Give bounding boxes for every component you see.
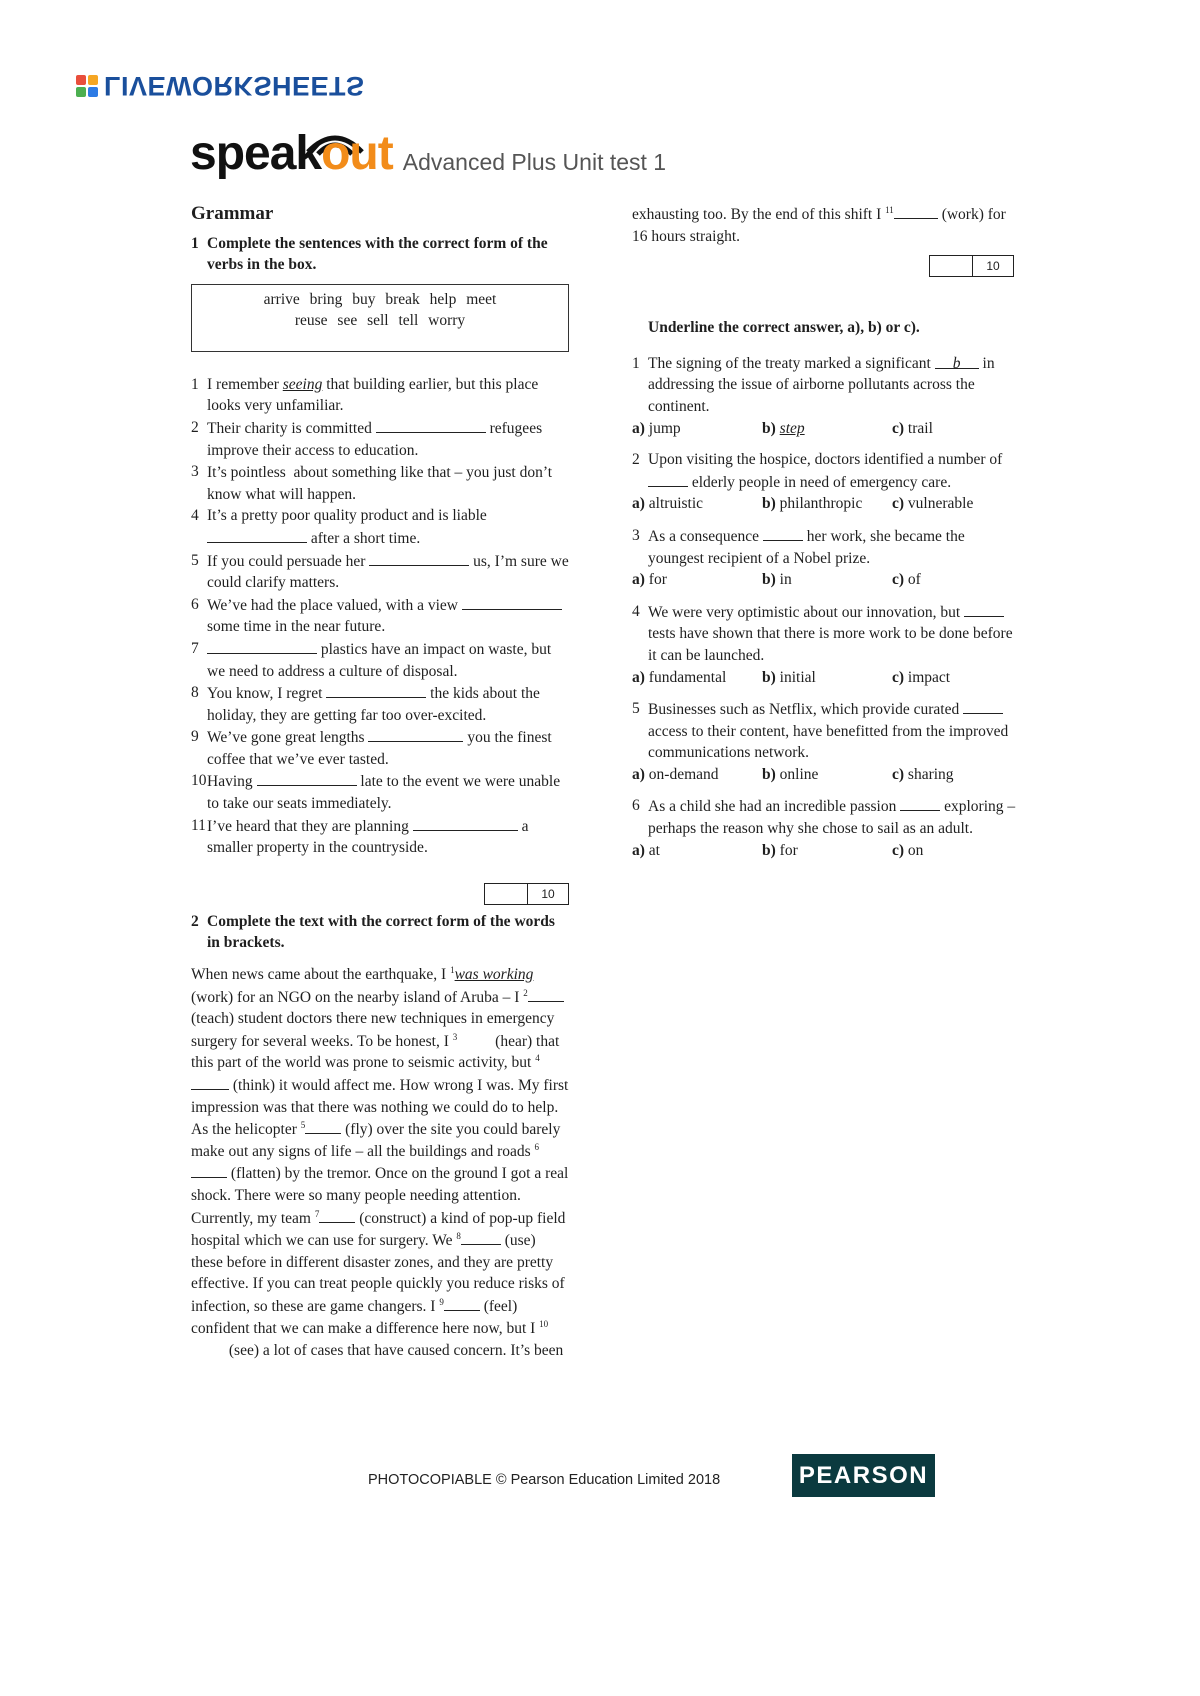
- gap-10[interactable]: [191, 1339, 225, 1355]
- ex1-item: 7 plastics have an impact on waste, but we need to address a culture of disposal.: [191, 639, 552, 680]
- ex1-gap[interactable]: [368, 726, 463, 742]
- ex3-option[interactable]: c) trail: [892, 419, 933, 437]
- ex1-item: 2 Their charity is committed refugees improve their access to education.: [191, 418, 543, 459]
- ex1-gap[interactable]: [462, 594, 562, 610]
- ex3-item: 6 As a child she had an incredible passion exploring – perhaps the reason why she chose to sail as an adult. a) at b) for c) on: [632, 795, 1022, 861]
- ex3-option[interactable]: c) impact: [892, 668, 951, 686]
- ex1-gap[interactable]: [257, 770, 357, 786]
- ex1-gap[interactable]: [207, 638, 317, 654]
- ex3-options: [632, 493, 1022, 515]
- ex3-option[interactable]: c) sharing: [892, 765, 954, 783]
- ex3-option[interactable]: a) jump: [632, 419, 681, 437]
- ex2-answer-example: was working: [454, 966, 534, 984]
- verb-box: arrive bring buy break help meet reuse see sell tell worry: [191, 284, 569, 352]
- ex3-option[interactable]: c) on: [892, 841, 924, 859]
- ex3-option[interactable]: a) on-demand: [632, 765, 719, 783]
- ex1-item: 11 I’ve heard that they are planning a smaller property in the countryside.: [191, 816, 529, 857]
- ex1-gap[interactable]: [207, 527, 307, 543]
- ex1-item: 4 It’s a pretty poor quality product and is liable after a short time.: [191, 507, 487, 547]
- ex3-option[interactable]: b) in: [762, 571, 792, 589]
- ex3-option[interactable]: c) vulnerable: [892, 495, 974, 513]
- left-column: [191, 203, 569, 1362]
- ex1-item: 6 We’ve had the place valued, with a view some time in the near future.: [191, 594, 569, 638]
- liveworksheets-watermark: [76, 70, 365, 101]
- ex3-item: 3 As a consequence her work, she became the youngest recipient of a Nobel prize. a) for b) in c) of: [632, 525, 1022, 591]
- ex3-option[interactable]: b) for: [762, 841, 798, 859]
- ex3-gap[interactable]: [963, 698, 1003, 714]
- ex1-gap[interactable]: [326, 682, 426, 698]
- ex1-list: [191, 374, 569, 859]
- ex1-instruction: 1 Complete the sentences with the correct form of the verbs in the box.: [191, 234, 548, 274]
- ex3-option[interactable]: a) for: [632, 571, 667, 589]
- gap-6[interactable]: [191, 1162, 227, 1178]
- ex3-example-answer: b: [935, 353, 979, 369]
- test-title: Advanced Plus Unit test 1: [402, 149, 667, 175]
- ex3-option[interactable]: a) at: [632, 841, 660, 859]
- pearson-logo: PEARSON: [792, 1454, 935, 1497]
- gap-2[interactable]: [528, 986, 564, 1002]
- ex3-option[interactable]: b) step: [762, 419, 805, 437]
- gap-11[interactable]: [894, 203, 938, 219]
- ex3-option[interactable]: a) altruistic: [632, 495, 704, 513]
- ex1-item: 3 It’s pointless about something like that – you just don’t know what will happen.: [191, 463, 553, 503]
- brand-out: out: [321, 127, 393, 180]
- ex2-text: When news came about the earthquake, I $^1$was working (work) for an NGO on the nearby island of Aruba – I $^2$ (teach) student doctors there new techniques in emergency surgery for several weeks. To be honest, I $^3$ (hear) that this part of the world was prone to seismic activity, but $^4$ (think) it would affect me. How wrong I was. My first impression was that there was nothing we could do to help. As the helicopter $^5$ (fly) over the site you could barely make out any signs of life – all the buildings and roads $^6$ (flatten) by the tremor. Once on the ground I got a real shock. There were so many people needing attention. Currently, my team $^7$ (construct) a kind of pop-up field hospital which we can use for surgery. We $^8$ (use) these before in different disaster zones, and they are pretty effective. If you can treat people quickly you reduce risks of infection, so these are game changers. I $^9$ (feel) confident that we can make a difference here now, but I $^{10}$ (see) a lot of cases that have caused concern. It’s been: [191, 964, 569, 1360]
- ex3-instruction: Underline the correct answer, a), b) or c).: [648, 319, 920, 337]
- ex3-option[interactable]: c) of: [892, 571, 921, 589]
- grammar-heading: Grammar: [191, 203, 274, 224]
- ex1-gap[interactable]: [376, 417, 486, 433]
- ex3-item: 1 The signing of the treaty marked a significant b in addressing the issue of airborne pollutants across the continent. a) jump b) step c) trail: [632, 353, 1022, 439]
- ex2-instruction: 2 Complete the text with the correct form of the words in brackets.: [191, 912, 555, 952]
- ex1-item: 5 If you could persuade her us, I’m sure we could clarify matters.: [191, 551, 569, 592]
- copyright-text: PHOTOCOPIABLE © Pearson Education Limited 2018: [368, 1472, 721, 1488]
- ex3-option[interactable]: b) initial: [762, 668, 816, 686]
- ex3-gap[interactable]: [964, 601, 1004, 617]
- ex2-text-continued: exhausting too. By the end of this shift I $^{11}$ (work) for 16 hours straight.: [632, 204, 1006, 245]
- ex3-option[interactable]: b) philanthropic: [762, 495, 863, 513]
- ex3-option[interactable]: a) fundamental: [632, 668, 727, 686]
- ex1-gap[interactable]: [413, 815, 518, 831]
- ex3-gap[interactable]: [900, 795, 940, 811]
- ex3-options: [632, 418, 1022, 440]
- ex1-gap[interactable]: [369, 550, 469, 566]
- gap-5[interactable]: [305, 1118, 341, 1134]
- ex3-gap[interactable]: [763, 525, 803, 541]
- ex3-item: 5 Businesses such as Netflix, which provide curated access to their content, have benefitted from the improved communications network. a) on-demand b) online c) sharing: [632, 698, 1022, 785]
- gap-4[interactable]: [191, 1074, 229, 1090]
- ex1-item: 9 We’ve gone great lengths you the finest coffee that we’ve ever tasted.: [191, 728, 552, 768]
- ex2-score: 10: [632, 255, 1014, 277]
- gap-7[interactable]: [319, 1207, 355, 1223]
- ex3-gap[interactable]: [648, 471, 688, 487]
- brand-speak: speak: [190, 127, 322, 180]
- ex3-item: 2 Upon visiting the hospice, doctors identified a number of elderly people in need of emergency care. a) altruistic b) philanthropic c) vulnerable: [632, 449, 1022, 515]
- ex1-item: 1 I remember seeing that building earlier, but this place looks very unfamiliar.: [191, 375, 539, 415]
- ex1-item: 8 You know, I regret the kids about the holiday, they are getting far too over-excited.: [191, 684, 540, 724]
- ex3-option[interactable]: b) online: [762, 765, 819, 783]
- ex1-example-answer: seeing: [282, 375, 323, 393]
- ex3-options: [632, 840, 1022, 862]
- ex1-item: 10 Having late to the event we were unable to take our seats immediately.: [191, 772, 561, 813]
- liveworksheets-logo-icon: [76, 75, 98, 97]
- ex1-score: 10: [191, 883, 569, 905]
- watermark-text: LIVEWORKSHEETS: [104, 71, 365, 101]
- gap-8[interactable]: [461, 1229, 501, 1245]
- ex3-options: [632, 667, 1022, 689]
- brand-header: [190, 127, 667, 180]
- score-input[interactable]: [930, 256, 973, 276]
- gap-3[interactable]: [457, 1030, 491, 1046]
- score-input[interactable]: [485, 884, 528, 904]
- gap-9[interactable]: [444, 1295, 480, 1311]
- ex3-list: [632, 353, 1022, 861]
- right-column: [632, 203, 1022, 871]
- ex3-item: 4 We were very optimistic about our innovation, but tests have shown that there is more work to be done before it can be launched. a) fundamental b) initial c) impact: [632, 601, 1022, 688]
- ex3-options: [632, 569, 1022, 591]
- ex3-options: [632, 764, 1022, 786]
